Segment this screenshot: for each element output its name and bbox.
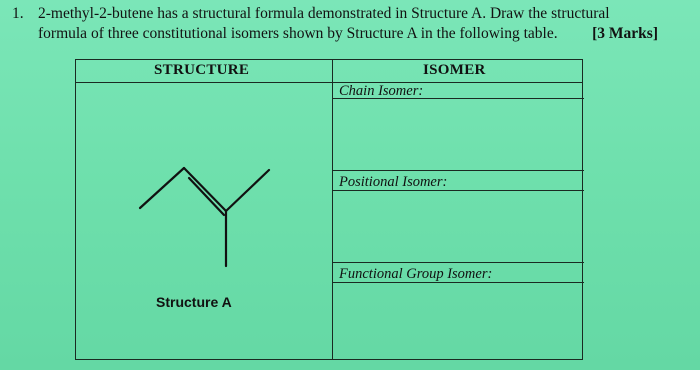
structure-a-skeletal-formula xyxy=(136,158,276,278)
table-header-row xyxy=(76,60,582,83)
question-number: 1. xyxy=(12,5,24,22)
positional-isomer-label-line xyxy=(332,190,584,191)
double-bond-outer xyxy=(184,168,226,211)
marks-label: [3 Marks] xyxy=(592,25,658,42)
functional-group-isomer-label: Functional Group Isomer: xyxy=(339,266,493,282)
functional-group-isomer-label-line xyxy=(332,282,584,283)
chain-isomer-label: Chain Isomer: xyxy=(339,83,424,99)
column-divider xyxy=(332,60,333,359)
positional-isomer-row-bottom xyxy=(332,262,584,263)
positional-isomer-label: Positional Isomer: xyxy=(339,174,448,190)
question-line-1: 2-methyl-2-butene has a structural formula demonstrated in Structure A. Draw the structural xyxy=(38,5,610,22)
isomer-table xyxy=(75,59,583,360)
header-isomer: ISOMER xyxy=(423,62,486,78)
chain-isomer-label-line xyxy=(332,98,584,99)
bond-methyl-branch xyxy=(226,170,269,211)
header-structure: STRUCTURE xyxy=(154,62,250,78)
double-bond-inner xyxy=(189,178,224,215)
chain-isomer-row-bottom xyxy=(332,170,584,171)
question-line-2: formula of three constitutional isomers shown by Structure A in the following table. xyxy=(38,25,558,42)
bond-c1-c2 xyxy=(140,168,184,208)
question-line-2-row xyxy=(38,24,658,44)
question-text xyxy=(38,4,688,44)
structure-a-caption: Structure A xyxy=(156,294,232,310)
